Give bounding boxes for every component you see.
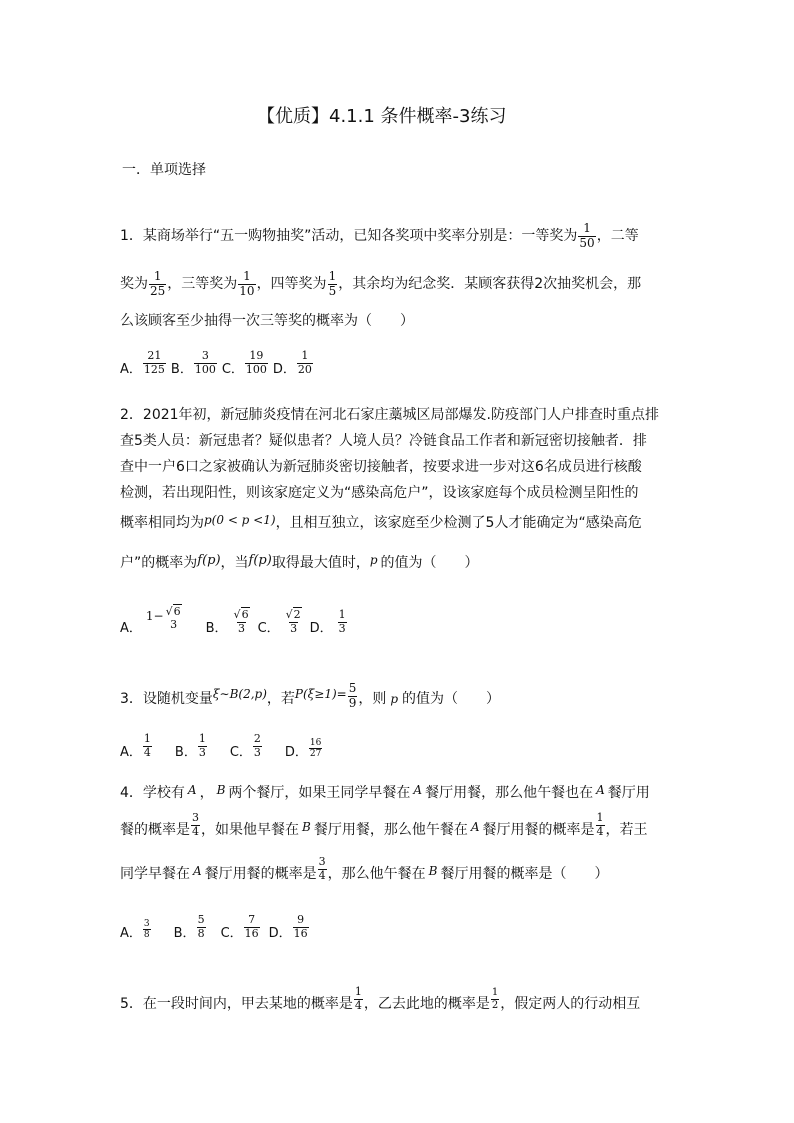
option-b-value: $\frac{√6}{3}$ (233, 608, 249, 635)
question-3-line-1: 3．设随机变量 ξ∼B(2,p) ，若 P(ξ≥1)= $\frac{5}{9}$ ，则 p 的值为（ ） (120, 681, 501, 710)
option-d-label: D． (284, 745, 308, 761)
fraction: $\frac{3}{4}$ (192, 811, 199, 838)
option-d-value: $\frac{16}{27}$ (309, 737, 322, 759)
option-c-value: $\frac{19}{100}$ (245, 349, 267, 376)
option-b-label: B． (170, 362, 193, 378)
fraction: $\frac{1}{4}$ (354, 985, 362, 1012)
option-a-label: A． (120, 745, 142, 761)
math-symbol: A (413, 783, 423, 797)
page-title: 【优质】4.1.1 条件概率-3练习 (257, 106, 507, 127)
fraction: $\frac{1}{25}$ (150, 269, 166, 298)
option-b-label: B． (173, 926, 196, 942)
math-expression: p(0 < p <1) (204, 513, 276, 527)
option-b-label: B． (205, 621, 228, 637)
question-5-line-1: 5．在一段时间内，甲去某地的概率是 $\frac{1}{4}$ ，乙去此地的概率是 $\frac{1}{2}$ ，假定两人的行动相互 (120, 985, 641, 1013)
option-a-label: A． (120, 362, 142, 378)
math-symbol: A (596, 783, 605, 797)
math-symbol: B (302, 820, 311, 835)
option-c-label: C． (220, 926, 243, 942)
question-2-line-3: 查中一户6口之家被确认为新冠肺炎密切接触者，按要求进一步对这6名成员进行核酸 (120, 459, 642, 475)
question-4-line-2: 餐的概率是 $\frac{3}{4}$ ，如果他早餐在 B 餐厅用餐，那么他午餐在 A 餐厅用餐的概率是 $\frac{1}{4}$ ，若王 (120, 811, 648, 839)
option-d-label: D． (309, 621, 333, 637)
fraction: $\frac{5}{9}$ (348, 681, 357, 710)
option-d-label: D． (272, 362, 296, 378)
option-c-value: $\frac{2}{3}$ (253, 732, 261, 759)
option-c-label: C． (221, 362, 244, 378)
option-d-value: $\frac{1}{3}$ (338, 608, 346, 635)
option-d-label: D． (268, 926, 292, 942)
question-1-options (120, 350, 314, 376)
question-2-options (120, 606, 348, 635)
question-2-line-5: 概率相同均为 p(0 < p <1) ，且相互独立，该家庭至少检测了5人才能确定为“感染高危 (120, 513, 642, 531)
fraction: $\frac{1}{5}$ (328, 269, 337, 298)
question-2-line-4: 检测，若出现阳性，则该家庭定义为“感染高危户”，设该家庭每个成员检测呈阳性的 (120, 485, 639, 501)
math-symbol: A (193, 864, 202, 879)
question-1-line-1: 1．某商场举行“五一购物抽奖”活动，已知各奖项中奖率分别是：一等奖为 $\frac{1}{50}$ ，二等 (120, 221, 639, 250)
option-b-value: $\frac{3}{100}$ (194, 349, 216, 376)
option-a-label: A． (120, 926, 142, 942)
question-4-options (120, 914, 310, 940)
question-1-line-3: 么该顾客至少抽得一次三等奖的概率为（ ） (120, 313, 414, 329)
option-b-label: B． (174, 745, 197, 761)
option-d-value: $\frac{9}{16}$ (293, 913, 308, 940)
math-expression: p (369, 553, 378, 567)
option-c-label: C． (229, 745, 252, 761)
math-symbol: B (428, 864, 438, 879)
fraction: $\frac{1}{50}$ (579, 221, 595, 250)
question-1-line-2: 奖为 $\frac{1}{25}$ ，三等奖为 $\frac{1}{10}$ ，四等奖为 $\frac{1}{5}$ ，其余均为纪念奖．某顾客获得2次抽奖机会，那 (120, 269, 642, 298)
option-d-value: $\frac{1}{20}$ (297, 349, 312, 376)
option-b-value: $\frac{5}{8}$ (197, 913, 205, 940)
option-a-label: A． (120, 621, 142, 637)
option-a-value: $\frac{3}{8}$ (143, 918, 150, 940)
math-symbol: A (187, 783, 197, 797)
question-4-line-3: 同学早餐在 A 餐厅用餐的概率是 $\frac{3}{4}$ ，那么他午餐在 B 餐厅用餐的概率是（ ） (120, 855, 609, 883)
math-expression: f(p) (248, 552, 272, 568)
option-a-value: $\frac{21}{125}$ (143, 349, 165, 376)
fraction: $\frac{1}{10}$ (239, 269, 255, 298)
fraction: $\frac{1}{2}$ (491, 987, 499, 1011)
math-symbol: A (470, 820, 480, 835)
section-heading: 一．单项选择 (122, 162, 206, 178)
math-expression: P(ξ≥1)= (294, 687, 347, 702)
math-expression: ξ∼B(2,p) (212, 687, 267, 702)
question-4-line-1: 4．学校有 A ， B 两个餐厅，如果王同学早餐在 A 餐厅用餐，那么他午餐也在 A 餐厅用 (120, 783, 650, 801)
question-3-options (120, 733, 323, 759)
option-c-label: C． (257, 621, 280, 637)
option-c-value: $\frac{√2}{3}$ (285, 608, 301, 635)
math-expression: f(p) (197, 552, 221, 568)
option-a-value: 1− √6 3 (145, 605, 181, 631)
math-symbol: B (216, 783, 226, 797)
question-2-line-2: 查5类人员：新冠患者？疑似患者？人境人员？冷链食品工作者和新冠密切接触者．排 (120, 433, 647, 449)
math-expression: p (390, 692, 399, 707)
fraction: $\frac{3}{4}$ (318, 855, 326, 882)
question-2-line-6: 户”的概率为 f(p) ，当 f(p) 取得最大值时， p 的值为（ ） (120, 552, 479, 571)
option-b-value: $\frac{1}{3}$ (198, 732, 206, 759)
fraction: $\frac{1}{4}$ (596, 811, 604, 838)
option-a-value: $\frac{1}{4}$ (143, 732, 151, 759)
question-2-line-1: 2．2021年初，新冠肺炎疫情在河北石家庄藁城区局部爆发.防疫部门人户排查时重点排 (120, 407, 659, 423)
option-c-value: $\frac{7}{16}$ (244, 913, 259, 940)
